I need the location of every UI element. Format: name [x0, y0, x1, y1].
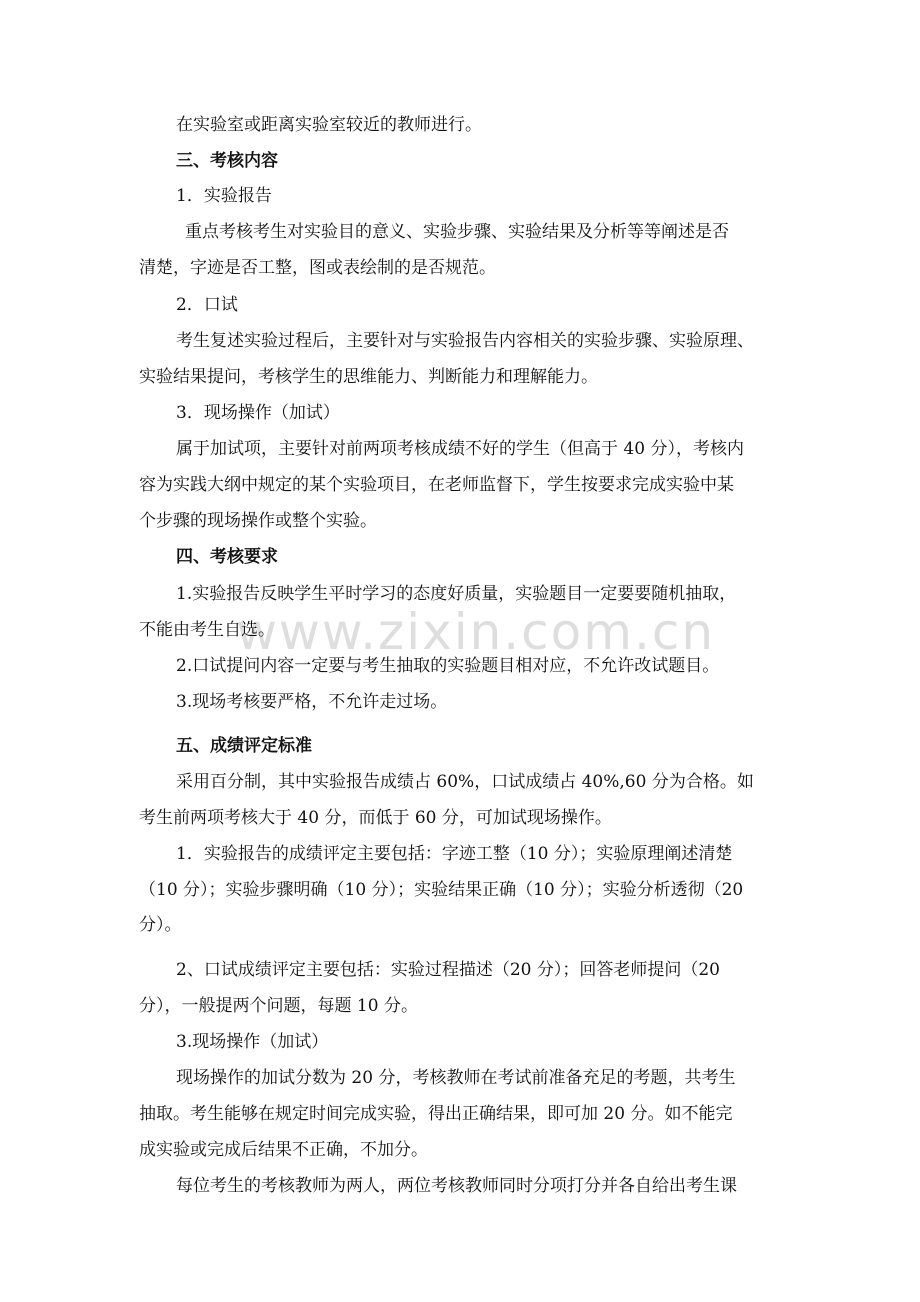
text-line: 成实验或完成后结果不正确，不加分。: [139, 1140, 428, 1160]
text-line: 属于加试项，主要针对前两项考核成绩不好的学生（但高于 40 分），考核内: [176, 439, 744, 459]
section-heading-4: 四、考核要求: [176, 547, 278, 567]
text-line: 分），一般提两个问题，每题 10 分。: [139, 996, 418, 1016]
text-line: 2.口试提问内容一定要与考生抽取的实验题目相对应，不允许改试题目。: [176, 656, 720, 676]
text-line: 实验结果提问，考核学生的思维能力、判断能力和理解能力。: [139, 367, 598, 387]
text-line: 1.实验报告反映学生平时学习的态度好质量，实验题目一定要要随机抽取，: [176, 584, 737, 604]
subheading-onsite: 3．现场操作（加试）: [176, 403, 340, 423]
section-heading-5: 五、成绩评定标准: [176, 736, 312, 756]
text-line: 不能由考生自选。: [139, 620, 275, 640]
text-line: 考生前两项考核大于 40 分，而低于 60 分，可加试现场操作。: [139, 808, 612, 828]
text-line: 在实验室或距离实验室较近的教师进行。: [176, 115, 482, 135]
watermark: www.zixin.com.cn: [236, 603, 716, 661]
text-line: 2、口试成绩评定主要包括：实验过程描述（20 分）；回答老师提问（20: [176, 960, 720, 980]
text-line: 重点考核考生对实验目的意义、实验步骤、实验结果及分析等等阐述是否: [185, 222, 729, 242]
text-line: 现场操作的加试分数为 20 分，考核教师在考试前准备充足的考题，共考生: [176, 1068, 736, 1088]
text-line: 3.现场考核要严格，不允许走过场。: [176, 692, 448, 712]
subheading-report: 1．实验报告: [176, 186, 272, 206]
section-heading-3: 三、考核内容: [176, 151, 278, 171]
text-line: 每位考生的考核教师为两人，两位考核教师同时分项打分并各自给出考生课: [176, 1176, 737, 1196]
text-line: 抽取。考生能够在规定时间完成实验，得出正确结果，即可加 20 分。如不能完: [139, 1104, 733, 1124]
text-line: 1．实验报告的成绩评定主要包括：字迹工整（10 分）；实验原理阐述清楚: [176, 844, 733, 864]
text-line: 分）。: [139, 915, 182, 935]
subheading-onsite-2: 3.现场操作（加试）: [176, 1032, 329, 1052]
text-line: 容为实践大纲中规定的某个实验项目，在老师监督下，学生按要求完成实验中某: [139, 475, 734, 495]
text-line: （10 分）；实验步骤明确（10 分）；实验结果正确（10 分）；实验分析透彻（20: [139, 880, 744, 900]
text-line: 个步骤的现场操作或整个实验。: [139, 511, 377, 531]
text-line: 采用百分制，其中实验报告成绩占 60%，口试成绩占 40%,60 分为合格。如: [176, 772, 754, 792]
subheading-oral: 2．口试: [176, 295, 238, 315]
text-line: 清楚，字迹是否工整，图或表绘制的是否规范。: [139, 258, 496, 278]
text-line: 考生复述实验过程后，主要针对与实验报告内容相关的实验步骤、实验原理、: [176, 331, 754, 351]
